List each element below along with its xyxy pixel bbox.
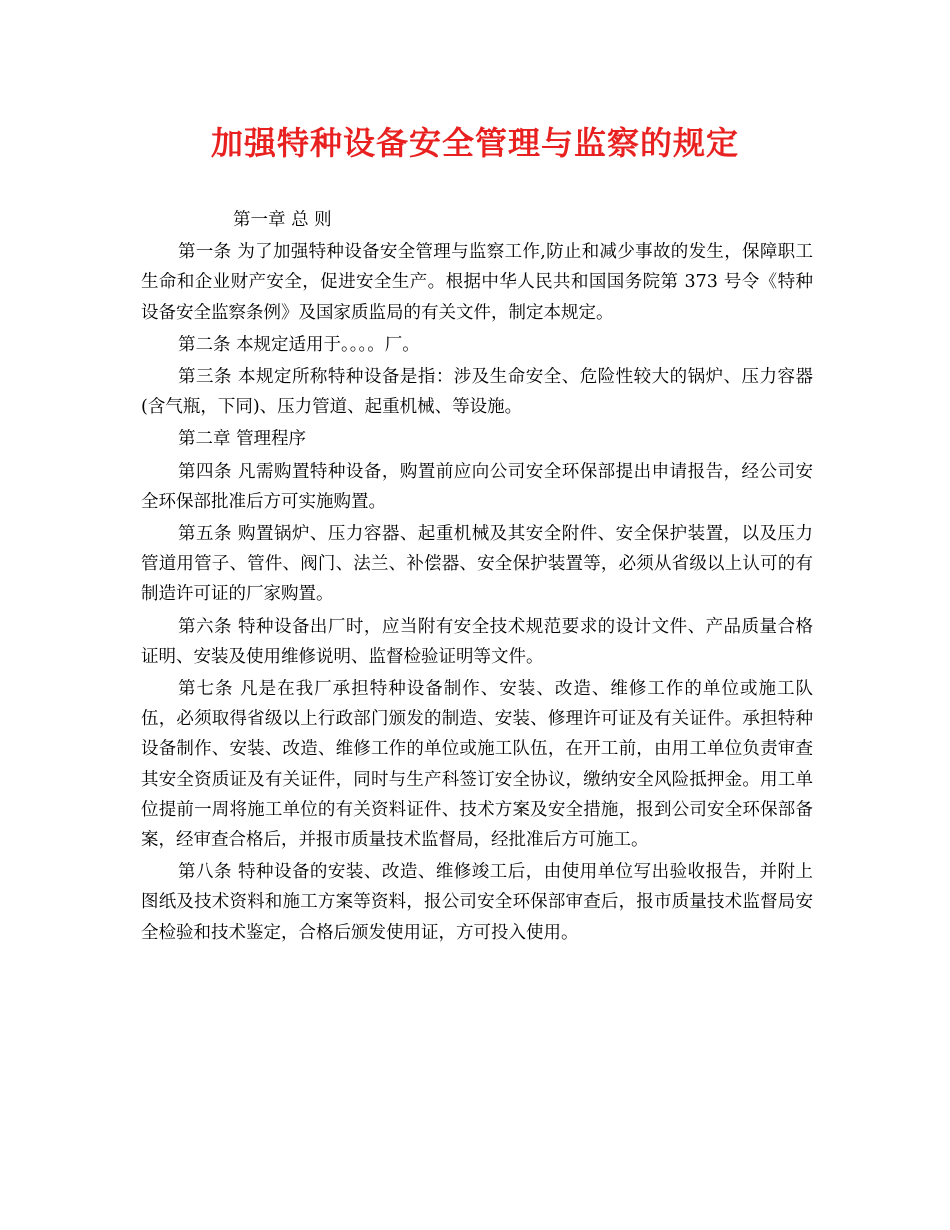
- article-paragraph: 第四条 凡需购置特种设备，购置前应向公司安全环保部提出申请报告，经公司安全环保部批准后方可实施购置。: [141, 461, 813, 512]
- article-paragraph: 第五条 购置锅炉、压力容器、起重机械及其安全附件、安全保护装置，以及压力管道用管子、管件、阀门、法兰、补偿器、安全保护装置等，必须从省级以上认可的有制造许可证的厂家购置。: [141, 524, 813, 605]
- article-paragraph: 第三条 本规定所称特种设备是指：涉及生命安全、危险性较大的锅炉、压力容器(含气瓶，下同)、压力管道、起重机械、等设施。: [141, 367, 813, 418]
- article-paragraph: 第八条 特种设备的安装、改造、维修竣工后，由使用单位写出验收报告，并附上图纸及技术资料和施工方案等资料，报公司安全环保部审查后，报市质量技术监督局安全检验和技术鉴定，合格后颁发使用证，方可投入使用。: [141, 862, 813, 943]
- chapter-heading: 第二章 管理程序: [178, 429, 307, 450]
- chapter-heading: 第一章 总 则: [233, 210, 332, 230]
- document-body: [141, 205, 813, 950]
- article-paragraph: 第一条 为了加强特种设备安全管理与监察工作,防止和减少事故的发生，保障职工生命和企业财产安全，促进安全生产。根据中华人民共和国国务院第 373 号令《特种设备安全监察条例》及国家质监局的有关文件，制定本规定。: [141, 242, 813, 323]
- article-paragraph: 第六条 特种设备出厂时，应当附有安全技术规范要求的设计文件、产品质量合格证明、安装及使用维修说明、监督检验证明等文件。: [141, 616, 813, 667]
- article-paragraph: 第七条 凡是在我厂承担特种设备制作、安装、改造、维修工作的单位或施工队伍，必须取得省级以上行政部门颁发的制造、安装、修理许可证及有关证件。承担特种设备制作、安装、改造、维修工作的单位或施工队伍，在开工前，由用工单位负责审查其安全资质证及有关证件，同时与生产科签订安全协议，缴纳安全风险抵押金。用工单位提前一周将施工单位的有关资料证件、技术方案及安全措施，报到公司安全环保部备案，经审查合格后，并报市质量技术监督局，经批准后方可施工。: [141, 679, 813, 851]
- document-title: 加强特种设备安全管理与监察的规定: [210, 124, 739, 162]
- article-paragraph: 第二条 本规定适用于。。。。厂。: [178, 334, 420, 355]
